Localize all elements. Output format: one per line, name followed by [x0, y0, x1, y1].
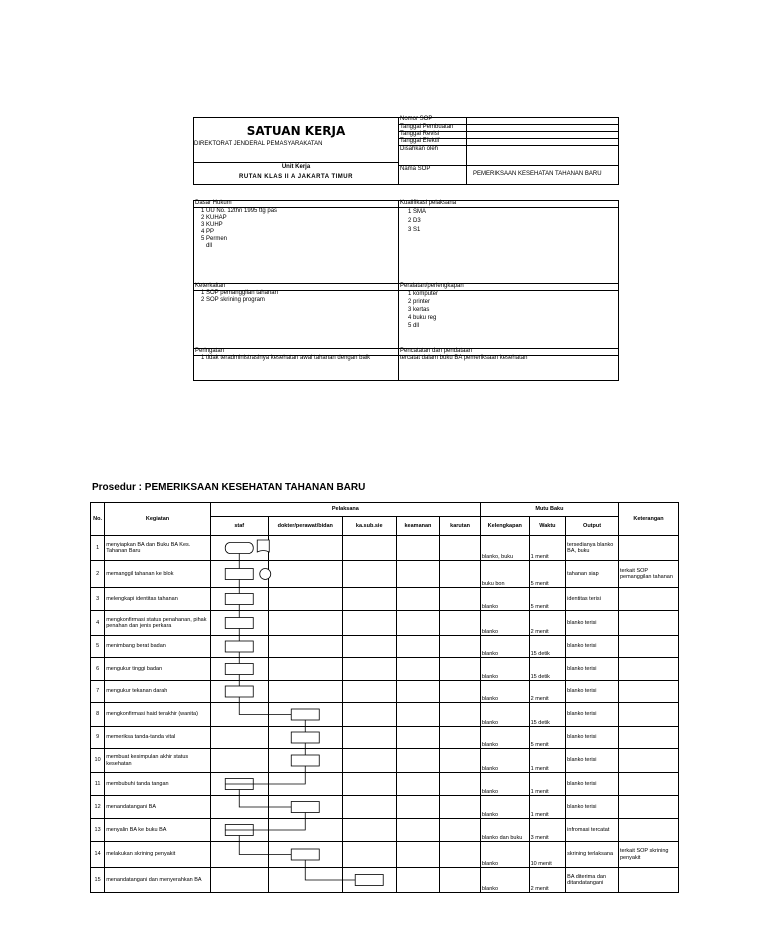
- keterangan-cell: [618, 658, 678, 681]
- field-value-nama-sop: PEMERIKSAAN KESEHATAN TAHANAN BARU: [473, 171, 602, 177]
- keterangan-cell: [618, 703, 678, 727]
- actor-cell: [342, 842, 396, 868]
- output-cell: tahanan siap: [566, 561, 619, 588]
- actor-cell: [210, 796, 268, 819]
- actor-cell: [268, 536, 342, 561]
- actor-cell: [268, 561, 342, 588]
- table-row: [91, 868, 679, 893]
- no: 2: [91, 561, 105, 588]
- no: 7: [91, 681, 105, 703]
- output-cell: skrining terlaksana: [566, 842, 619, 868]
- list-item: 3 S1: [408, 227, 421, 233]
- peringatan-item: 1 tidak teradministrasinya kesehatan awal tahanan dengan baik: [201, 355, 371, 361]
- pencatatan-item: tercatat dalam buku BA pemeriksaan kesehatan: [400, 355, 528, 361]
- output-cell: tersedianya blanko BA, buku: [566, 536, 619, 561]
- table-row: [91, 842, 679, 868]
- waktu-cell: 5 menit: [529, 588, 566, 611]
- actor-cell: [396, 727, 440, 749]
- actor-cell: [396, 681, 440, 703]
- list-item: 1 SOP pemanggilan tahanan: [201, 290, 278, 296]
- header-directorate: DIREKTORAT JENDERAL PEMASYARAKATAN: [194, 141, 323, 147]
- table-row: [91, 727, 679, 749]
- field-label-nomor: Nomor SOP: [400, 116, 433, 122]
- kelengkapan-cell: blanko dan buku: [480, 819, 529, 842]
- actor-cell: [342, 588, 396, 611]
- actor-cell: [342, 773, 396, 796]
- kegiatan-cell: mengukur tekanan darah: [105, 681, 211, 703]
- kelengkapan-cell: buku bon: [480, 561, 529, 588]
- actor-cell: [396, 842, 440, 868]
- actor-cell: [440, 611, 481, 636]
- kelengkapan-cell: blanko: [480, 796, 529, 819]
- table-row: [91, 819, 679, 842]
- col-keterangan: Keterangan: [618, 503, 678, 536]
- kegiatan-cell: menyiapkan BA dan Buku BA Kes. Tahanan Baru: [105, 536, 211, 561]
- actor-cell: [210, 536, 268, 561]
- output-cell: blanko terisi: [566, 636, 619, 658]
- kelengkapan-cell: blanko: [480, 703, 529, 727]
- field-label-nama-sop: Nama SOP: [400, 166, 431, 172]
- actor-cell: [440, 749, 481, 773]
- actor-cell: [396, 868, 440, 893]
- table-row: [91, 681, 679, 703]
- col-karutan: karutan: [440, 517, 481, 536]
- actor-cell: [342, 796, 396, 819]
- actor-cell: [440, 819, 481, 842]
- waktu-cell: 2 menit: [529, 868, 566, 893]
- no: 3: [91, 588, 105, 611]
- actor-cell: [440, 681, 481, 703]
- actor-cell: [342, 703, 396, 727]
- actor-cell: [210, 773, 268, 796]
- actor-cell: [210, 681, 268, 703]
- kegiatan-cell: melengkapi identitas tahanan: [105, 588, 211, 611]
- actor-cell: [268, 658, 342, 681]
- list-item: 1 komputer: [408, 291, 439, 297]
- keterangan-cell: [618, 796, 678, 819]
- peralatan-list: [408, 290, 438, 330]
- list-item: 4 PP: [201, 229, 215, 235]
- output-cell: blanko terisi: [566, 611, 619, 636]
- table-row: [91, 588, 679, 611]
- no: 4: [91, 611, 105, 636]
- waktu-cell: 1 menit: [529, 536, 566, 561]
- no: 9: [91, 727, 105, 749]
- col-dokter: dokter/perawat/bidan: [268, 517, 342, 536]
- actor-cell: [396, 611, 440, 636]
- list-item: 3 KUHP: [201, 222, 223, 228]
- actor-cell: [440, 561, 481, 588]
- kualifikasi-label: Kualifikasi pelaksana: [400, 200, 457, 206]
- col-keamanan: keamanan: [396, 517, 440, 536]
- actor-cell: [210, 727, 268, 749]
- actor-cell: [268, 842, 342, 868]
- actor-cell: [342, 658, 396, 681]
- kelengkapan-cell: blanko: [480, 658, 529, 681]
- keterangan-cell: [618, 681, 678, 703]
- list-item: 5 dll: [408, 323, 420, 329]
- col-output: Output: [566, 517, 619, 536]
- actor-cell: [440, 588, 481, 611]
- list-item: 4 buku reg: [408, 315, 437, 321]
- kegiatan-cell: membubuhi tanda tangan: [105, 773, 211, 796]
- keterangan-cell: [618, 636, 678, 658]
- actor-cell: [210, 749, 268, 773]
- actor-cell: [440, 536, 481, 561]
- actor-cell: [440, 773, 481, 796]
- kegiatan-cell: membuat kesimpulan akhir status kesehatan: [105, 749, 211, 773]
- waktu-cell: 10 menit: [529, 842, 566, 868]
- actor-cell: [210, 658, 268, 681]
- waktu-cell: 5 menit: [529, 727, 566, 749]
- actor-cell: [268, 868, 342, 893]
- peringatan-label: Peringatan: [195, 348, 225, 354]
- table-row: [91, 773, 679, 796]
- list-item: 2 printer: [408, 299, 431, 305]
- keterkaitan-label: Keterkaitan: [195, 283, 226, 289]
- keterangan-cell: [618, 611, 678, 636]
- kelengkapan-cell: blanko, buku: [480, 536, 529, 561]
- keterangan-cell: [618, 749, 678, 773]
- field-label-pembuatan: Tanggal Pembuatan: [400, 124, 454, 130]
- keterangan-cell: [618, 588, 678, 611]
- actor-cell: [210, 611, 268, 636]
- table-row: [91, 658, 679, 681]
- actor-cell: [396, 588, 440, 611]
- procedure-table: [90, 502, 679, 893]
- keterangan-cell: terkait SOP pemanggilan tahanan: [618, 561, 678, 588]
- table-row: [91, 611, 679, 636]
- keterangan-cell: [618, 727, 678, 749]
- table-row: [91, 703, 679, 727]
- actor-cell: [396, 819, 440, 842]
- actor-cell: [342, 536, 396, 561]
- actor-cell: [440, 636, 481, 658]
- no: 14: [91, 842, 105, 868]
- keterangan-cell: [618, 536, 678, 561]
- actor-cell: [268, 588, 342, 611]
- table-row: [91, 636, 679, 658]
- waktu-cell: 1 menit: [529, 749, 566, 773]
- list-item: 2 D3: [408, 218, 421, 224]
- table-row: [91, 536, 679, 561]
- header-unit-name: RUTAN KLAS II A JAKARTA TIMUR: [239, 174, 353, 180]
- kelengkapan-cell: blanko: [480, 773, 529, 796]
- list-item: 1 SMA: [408, 209, 427, 215]
- output-cell: blanko terisi: [566, 749, 619, 773]
- waktu-cell: 1 menit: [529, 773, 566, 796]
- actor-cell: [210, 842, 268, 868]
- no: 1: [91, 536, 105, 561]
- no: 15: [91, 868, 105, 893]
- waktu-cell: 2 menit: [529, 681, 566, 703]
- no: 6: [91, 658, 105, 681]
- actor-cell: [342, 681, 396, 703]
- output-cell: blanko terisi: [566, 681, 619, 703]
- col-kasubsie: ka.sub.sie: [342, 517, 396, 536]
- actor-cell: [268, 796, 342, 819]
- table-row: [91, 561, 679, 588]
- kelengkapan-cell: blanko: [480, 636, 529, 658]
- kegiatan-cell: menyalin BA ke buku BA: [105, 819, 211, 842]
- actor-cell: [268, 819, 342, 842]
- actor-cell: [396, 703, 440, 727]
- actor-cell: [268, 611, 342, 636]
- actor-cell: [342, 819, 396, 842]
- list-item: 1 UU No. 12thn 1995 ttg pas: [201, 208, 278, 214]
- kelengkapan-cell: blanko: [480, 749, 529, 773]
- no: 8: [91, 703, 105, 727]
- actor-cell: [342, 868, 396, 893]
- actor-cell: [396, 561, 440, 588]
- kegiatan-cell: melakukan skrining penyakit: [105, 842, 211, 868]
- actor-cell: [440, 842, 481, 868]
- actor-cell: [268, 727, 342, 749]
- keterangan-cell: terkait SOP skrining penyakit: [618, 842, 678, 868]
- kegiatan-cell: mengkonfirmasi haid terakhir (wanita): [105, 703, 211, 727]
- actor-cell: [440, 727, 481, 749]
- kelengkapan-cell: blanko: [480, 611, 529, 636]
- keterangan-cell: [618, 819, 678, 842]
- waktu-cell: 3 menit: [529, 819, 566, 842]
- waktu-cell: 2 menit: [529, 611, 566, 636]
- col-waktu: Waktu: [529, 517, 566, 536]
- no: 12: [91, 796, 105, 819]
- kegiatan-cell: mengukur tinggi badan: [105, 658, 211, 681]
- actor-cell: [396, 796, 440, 819]
- actor-cell: [210, 703, 268, 727]
- table-row: [91, 749, 679, 773]
- actor-cell: [342, 561, 396, 588]
- output-cell: blanko terisi: [566, 773, 619, 796]
- kualifikasi-list: [408, 208, 426, 235]
- col-kelengkapan: Kelengkapan: [480, 517, 529, 536]
- kegiatan-cell: menandatangani BA: [105, 796, 211, 819]
- col-mutu-baku: Mutu Baku: [480, 503, 618, 517]
- col-kegiatan: Kegiatan: [105, 503, 211, 536]
- field-label-revisi: Tanggal Revisi: [400, 131, 440, 137]
- dasar-hukum-label: Dasar Hukum: [195, 200, 232, 206]
- waktu-cell: 15 detik: [529, 636, 566, 658]
- kelengkapan-cell: blanko: [480, 588, 529, 611]
- output-cell: blanko terisi: [566, 727, 619, 749]
- output-cell: blanko terisi: [566, 796, 619, 819]
- dasar-hukum-list: [201, 208, 277, 250]
- actor-cell: [268, 703, 342, 727]
- actor-cell: [396, 773, 440, 796]
- actor-cell: [210, 819, 268, 842]
- actor-cell: [268, 636, 342, 658]
- actor-cell: [440, 658, 481, 681]
- keterkaitan-list: [201, 290, 278, 304]
- actor-cell: [440, 796, 481, 819]
- table-row: [91, 796, 679, 819]
- peralatan-label: Peralatan/perlengkapan: [400, 283, 464, 289]
- actor-cell: [210, 636, 268, 658]
- actor-cell: [268, 681, 342, 703]
- actor-cell: [268, 773, 342, 796]
- actor-cell: [396, 636, 440, 658]
- actor-cell: [440, 703, 481, 727]
- kegiatan-cell: mengkonfirmasi status penahanan, pihak penahan dan jenis perkara: [105, 611, 211, 636]
- list-item: 3 kertas: [408, 307, 430, 313]
- list-item: 5 Permen: [201, 236, 228, 242]
- actor-cell: [396, 749, 440, 773]
- kegiatan-cell: menimbang berat badan: [105, 636, 211, 658]
- no: 11: [91, 773, 105, 796]
- keterangan-cell: [618, 773, 678, 796]
- actor-cell: [210, 561, 268, 588]
- output-cell: blanko terisi: [566, 703, 619, 727]
- no: 10: [91, 749, 105, 773]
- output-cell: identitas terisi: [566, 588, 619, 611]
- waktu-cell: 5 menit: [529, 561, 566, 588]
- output-cell: infromasi tercatat: [566, 819, 619, 842]
- kelengkapan-cell: blanko: [480, 868, 529, 893]
- actor-cell: [210, 868, 268, 893]
- procedure-title: Prosedur : PEMERIKSAAN KESEHATAN TAHANAN BARU: [92, 482, 366, 493]
- field-label-disahkan: Disahkan oleh: [400, 146, 439, 152]
- kegiatan-cell: menandatangani dan menyerahkan BA: [105, 868, 211, 893]
- keterangan-cell: [618, 868, 678, 893]
- header-title: SATUAN KERJA: [246, 124, 346, 138]
- kelengkapan-cell: blanko: [480, 727, 529, 749]
- kelengkapan-cell: blanko: [480, 681, 529, 703]
- actor-cell: [396, 658, 440, 681]
- col-pelaksana: Pelaksana: [210, 503, 480, 517]
- waktu-cell: 15 detik: [529, 658, 566, 681]
- field-label-efektif: Tanggal Efektif: [400, 138, 440, 144]
- actor-cell: [396, 536, 440, 561]
- header-unit-label: Unit Kerja: [281, 164, 311, 170]
- actor-cell: [440, 868, 481, 893]
- output-cell: blanko terisi: [566, 658, 619, 681]
- list-item: dll: [201, 243, 213, 249]
- no: 13: [91, 819, 105, 842]
- actor-cell: [342, 727, 396, 749]
- waktu-cell: 15 detik: [529, 703, 566, 727]
- actor-cell: [268, 749, 342, 773]
- actor-cell: [342, 611, 396, 636]
- list-item: 2 KUHAP: [201, 215, 227, 221]
- col-no: No.: [91, 503, 105, 536]
- pencatatan-label: Pencatatan dan pendataan: [400, 348, 473, 354]
- kegiatan-cell: memeriksa tanda-tanda vital: [105, 727, 211, 749]
- no: 5: [91, 636, 105, 658]
- list-item: 2 SOP skrining program: [201, 297, 265, 303]
- col-staf: staf: [210, 517, 268, 536]
- actor-cell: [210, 588, 268, 611]
- kegiatan-cell: memanggil tahanan ke blok: [105, 561, 211, 588]
- actor-cell: [342, 749, 396, 773]
- kelengkapan-cell: blanko: [480, 842, 529, 868]
- output-cell: BA diterima dan ditandatangani: [566, 868, 619, 893]
- waktu-cell: 1 menit: [529, 796, 566, 819]
- actor-cell: [342, 636, 396, 658]
